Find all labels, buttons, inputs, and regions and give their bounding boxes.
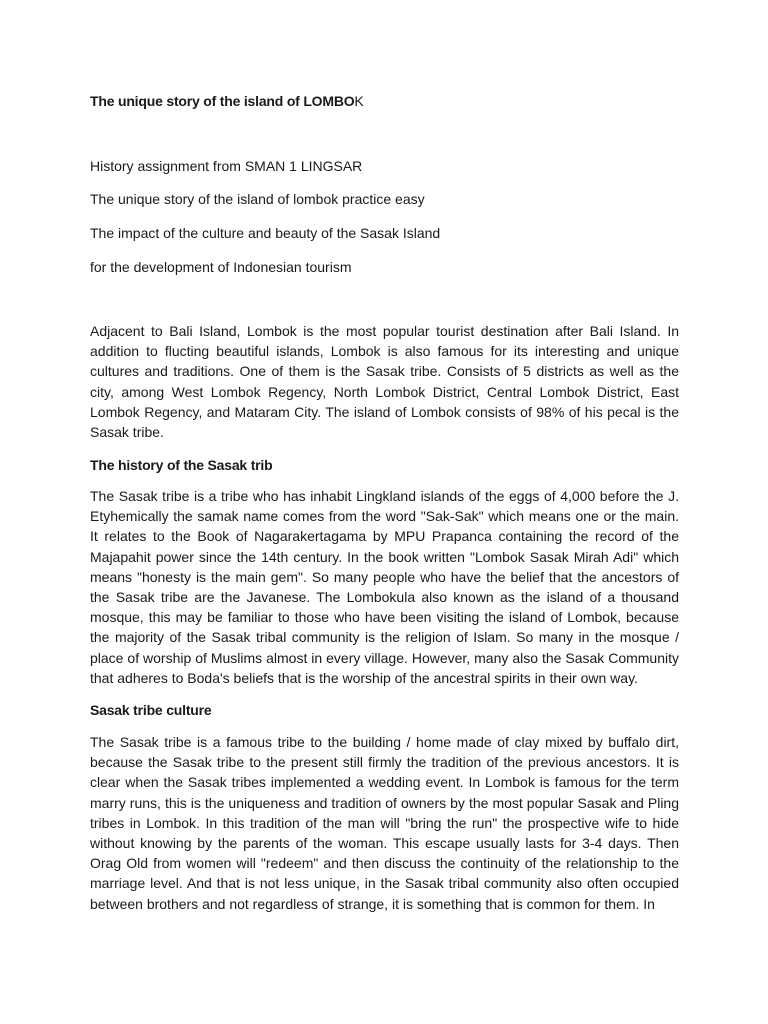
document-title-tail: K [354,93,364,109]
paragraph-culture: The Sasak tribe is a famous tribe to the building / home made of clay mixed by buffalo dirt, because the Sasak tribe to the present still firmly the tradition of the previous ancestors. It is clear when the Sasak tribes implemented a wedding event. In Lombok is famous for the term marry runs, this is the uniqueness and tradition of owners by the most popular Sasak and Pling tribes in Lombok. In this tradition of the man will "bring the run" the prospective wife to hide without knowing by the parents of the woman. This escape usually lasts for 3-4 days. Then Orag Old from women will "redeem" and then discuss the continuity of the relationship to the marriage level. And that is not less unique, in the Sasak tribal community also often occupied between brothers and not regardless of strange, it is something that is common for them. In [90,734,679,912]
intro-line-subtitle: The unique story of the island of lombok practice easy [90,191,425,207]
document-title [90,93,364,109]
paragraph-history: The Sasak tribe is a tribe who has inhabit Lingkland islands of the eggs of 4,000 before the J. Etyhemically the samak name comes from the word "Sak-Sak" which means one or the main. It relates to the Book of Nagarakertagama by MPU Prapanca containing the record of the Majapahit power since the 14th century. In the book written "Lombok Sasak Mirah Adi" which means "honesty is the main gem". So many people who have the belief that the ancestors of the Sasak tribe are the Javanese. The Lombokula also known as the island of a thousand mosque, this may be familiar to those who have been visiting the island of Lombok, because the majority of the Sasak tribal community is the religion of Islam. So many in the mosque / place of worship of Muslims almost in every village. However, many also the Sasak Community that adheres to Boda's beliefs that is the worship of the ancestral spirits in their own way. [90,488,679,686]
heading-culture: Sasak tribe culture [90,702,212,718]
intro-line-development: for the development of Indonesian tourism [90,259,352,275]
intro-line-impact: The impact of the culture and beauty of the Sasak Island [90,225,441,241]
heading-history: The history of the Sasak trib [90,457,273,473]
paragraph-intro: Adjacent to Bali Island, Lombok is the most popular tourist destination after Bali Island. In addition to flucting beautiful islands, Lombok is also famous for its interesting and unique cultures and traditions. One of them is the Sasak tribe. Consists of 5 districts as well as the city, among West Lombok Regency, North Lombok District, Central Lombok District, East Lombok Regency, and Mataram City. The island of Lombok consists of 98% of his pecal is the Sasak tribe. [90,323,679,441]
intro-line-school: History assignment from SMAN 1 LINGSAR [90,158,363,174]
document-title-main: The unique story of the island of LOMBO [90,93,355,109]
